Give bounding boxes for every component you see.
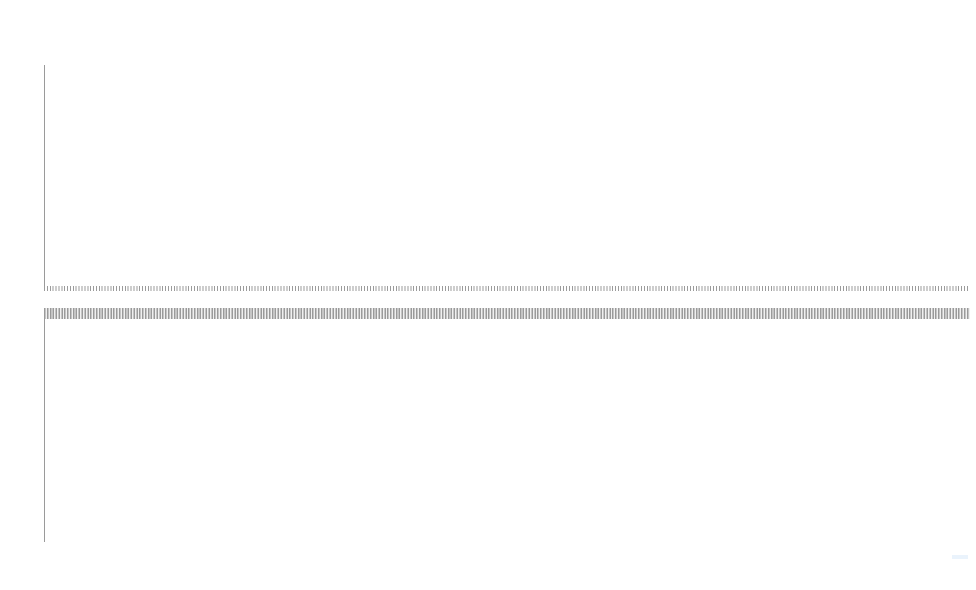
top-x-axis-tick-strip — [44, 286, 970, 291]
top-y-axis-line — [44, 65, 45, 291]
nomad-era-band — [44, 479, 970, 511]
external-conflicts-chart — [44, 65, 970, 285]
bottom-x-axis-tick-strip — [44, 308, 970, 319]
copyright-runivers — [952, 555, 968, 559]
nomad-conflicts-chart — [44, 320, 970, 542]
